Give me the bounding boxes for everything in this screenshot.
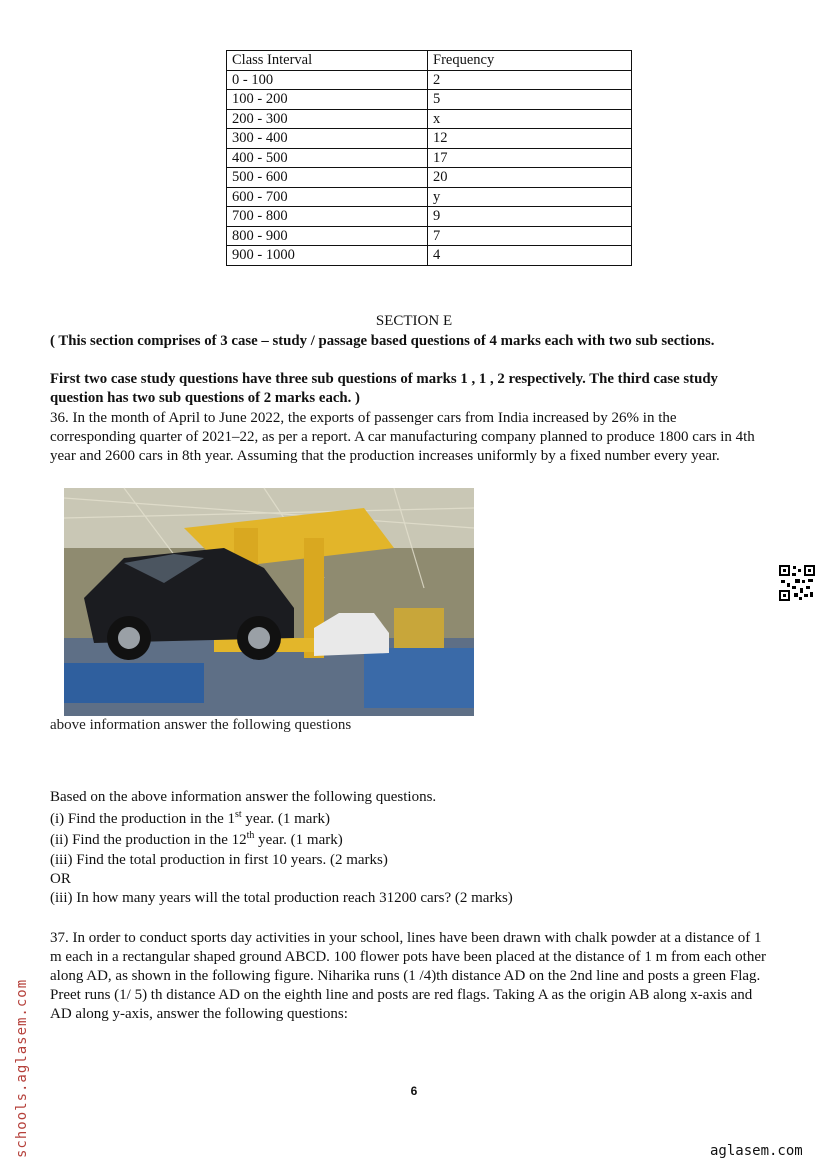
section-note-1: ( This section comprises of 3 case – study / passage based questions of 4 marks each with two sub sections.	[50, 333, 715, 349]
side-watermark: schools.aglasem.com	[14, 978, 30, 1158]
class-interval-cell: Class Interval	[227, 51, 428, 71]
class-interval-cell: 600 - 700	[227, 187, 428, 207]
table-row	[227, 148, 632, 168]
frequency-cell: 17	[428, 148, 632, 168]
section-title: SECTION E	[375, 313, 453, 329]
table-row	[227, 168, 632, 188]
class-interval-cell: 700 - 800	[227, 207, 428, 227]
frequency-table	[226, 50, 632, 266]
question-36-intro: Based on the above information answer the following questions.	[50, 789, 437, 805]
frequency-cell: y	[428, 187, 632, 207]
question-37-text: 37. In order to conduct sports day activities in your school, lines have been drawn with chalk powder at a distance of 1 m each in a rectangular shaped ground ABCD. 100 flower pots have been placed at the distance of 1 m from each other along AD, as shown in the following figure. Niharika runs (1 /4)th distance AD on the 2nd line and posts a green Flag. Preet runs (1/ 5) th distance AD on the eighth line and posts are red flags. Taking A as the origin AB along x-axis and AD along y-axis, answer the following questions:	[50, 930, 767, 1022]
brand-watermark: aglasem.com	[710, 1143, 803, 1159]
class-interval-cell: 900 - 1000	[227, 246, 428, 266]
frequency-cell: 9	[428, 207, 632, 227]
table-row	[227, 70, 632, 90]
qr-code-icon	[778, 564, 816, 602]
frequency-cell: 20	[428, 168, 632, 188]
frequency-cell: 5	[428, 90, 632, 110]
class-interval-cell: 800 - 900	[227, 226, 428, 246]
question-36-part-iii: (iii) Find the total production in first 10 years. (2 marks)	[50, 852, 388, 868]
frequency-cell: 4	[428, 246, 632, 266]
table-header-row	[227, 51, 632, 71]
table-row	[227, 109, 632, 129]
frequency-cell: Frequency	[428, 51, 632, 71]
class-interval-cell: 300 - 400	[227, 129, 428, 149]
question-36-part-ii: (ii) Find the production in the 12th year. (1 mark)	[50, 830, 343, 848]
frequency-cell: 2	[428, 70, 632, 90]
table-row	[227, 187, 632, 207]
table-row	[227, 90, 632, 110]
question-36-part-iii-alt: (iii) In how many years will the total production reach 31200 cars? (2 marks)	[50, 890, 513, 906]
page-number: 6	[410, 1084, 418, 1098]
table-row	[227, 207, 632, 227]
class-interval-cell: 500 - 600	[227, 168, 428, 188]
frequency-cell: x	[428, 109, 632, 129]
question-36-text: 36. In the month of April to June 2022, the exports of passenger cars from India increased by 26% in the corresponding quarter of 2021–22, as per a report. A car manufacturing company planned to produce 1800 cars in 4th year and 2600 cars in 8th year. Assuming that the production increases uniformly by a fixed number every year.	[50, 410, 755, 464]
cropped-text-line: above information answer the following questions	[50, 717, 352, 733]
class-interval-cell: 100 - 200	[227, 90, 428, 110]
table-row	[227, 246, 632, 266]
frequency-cell: 7	[428, 226, 632, 246]
table-row	[227, 129, 632, 149]
or-label: OR	[50, 871, 71, 887]
class-interval-cell: 0 - 100	[227, 70, 428, 90]
question-36-part-i: (i) Find the production in the 1st year. (1 mark)	[50, 809, 330, 827]
car-factory-photo	[64, 488, 474, 716]
class-interval-cell: 200 - 300	[227, 109, 428, 129]
frequency-cell: 12	[428, 129, 632, 149]
section-note-2: First two case study questions have three sub questions of marks 1 , 1 , 2 respectively. The third case study question has two sub questions of 2 marks each. )	[50, 371, 718, 406]
class-interval-cell: 400 - 500	[227, 148, 428, 168]
table-row	[227, 226, 632, 246]
